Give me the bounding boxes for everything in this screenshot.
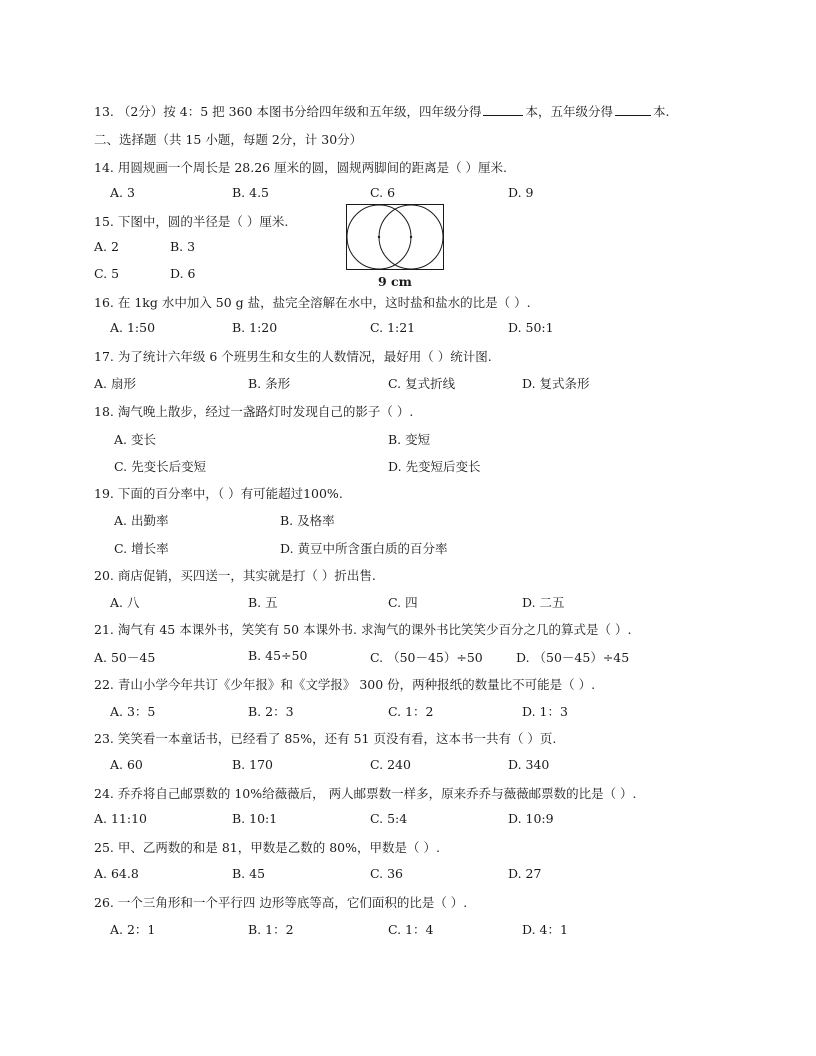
q24-option-d: D. 10:9 [508,811,554,826]
q23-option-a: A. 60 [110,757,143,772]
question-16-stem: 16. 在 1kg 水中加入 50 g 盐，盐完全溶解在水中，这时盐和盐水的比是（ ）. [94,295,531,310]
q20-option-d: D. 二五 [522,595,565,610]
question-19-stem: 19. 下面的百分率中，（ ）有可能超过100%. [94,486,343,501]
q13-blank-1 [483,103,523,116]
q18-option-c: C. 先变长后变短 [114,459,207,474]
q13-text-post: 本. [652,104,670,119]
section-title: 二、选择题（共 15 小题，每题 2分，计 30分） [94,132,363,147]
q26-option-c: C. 1：4 [388,922,434,937]
q25-option-c: C. 36 [370,866,403,881]
question-26-stem: 26. 一个三角形和一个平行四 边形等底等高，它们面积的比是（ ）. [94,895,468,910]
q21-option-c: C. （50－45）÷50 [370,650,483,665]
q14-option-c: C. 6 [370,185,396,200]
q15-option-c: C. 5 [94,266,120,281]
question-25-stem: 25. 甲、乙两数的和是 81，甲数是乙数的 80%，甲数是（ ）. [94,840,440,855]
q25-option-a: A. 64.8 [94,866,139,881]
q16-option-d: D. 50:1 [508,320,554,335]
q17-option-c: C. 复式折线 [388,376,456,391]
q14-option-d: D. 9 [508,185,534,200]
q18-option-a: A. 变长 [114,432,156,447]
q13-text-mid: 本，五年级分得 [525,104,613,119]
q15-option-a: A. 2 [94,239,119,254]
q17-option-a: A. 扇形 [94,376,136,391]
q19-option-c: C. 增长率 [114,541,169,556]
q15-option-d: D. 6 [170,266,196,281]
question-13 [94,102,669,120]
question-15-stem: 15. 下图中，圆的半径是（ ）厘米. [94,214,289,229]
q24-option-a: A. 11:10 [94,811,147,826]
q19-option-a: A. 出勤率 [114,513,169,528]
q19-option-b: B. 及格率 [280,513,335,528]
q13-text-pre: 13. （2分）按 4：5 把 360 本图书分给四年级和五年级，四年级分得 [94,104,482,119]
q13-blank-2 [615,103,651,116]
question-23-stem: 23. 笑笑看一本童话书，已经看了 85%，还有 51 页没有看，这本书一共有（ ）页. [94,731,557,746]
q16-option-c: C. 1:21 [370,320,416,335]
q25-option-d: D. 27 [508,866,542,881]
q14-option-b: B. 4.5 [232,185,270,200]
circles-in-rectangle-figure [346,204,444,270]
question-20-stem: 20. 商店促销，买四送一，其实就是打（ ）折出售. [94,568,376,583]
q21-option-a: A. 50－45 [94,650,156,665]
q25-option-b: B. 45 [232,866,266,881]
question-22-stem: 22. 青山小学今年共订《少年报》和《文学报》 300 份，两种报纸的数量比不可能是（ ）. [94,677,596,692]
q23-option-b: B. 170 [232,757,273,772]
question-24-stem: 24. 乔乔将自己邮票数的 10%给薇薇后， 两人邮票数一样多，原来乔乔与薇薇邮票数的比是（ ）. [94,786,637,801]
q22-option-d: D. 1：3 [522,704,568,719]
q21-option-b: B. 45÷50 [248,648,308,663]
q16-option-b: B. 1:20 [232,320,278,335]
q26-option-b: B. 1：2 [248,922,294,937]
q26-option-a: A. 2：1 [110,922,156,937]
q16-option-a: A. 1:50 [110,320,156,335]
q24-option-c: C. 5:4 [370,811,408,826]
figure-label: 9 cm [378,274,412,289]
q18-option-b: B. 变短 [388,432,431,447]
question-18-stem: 18. 淘气晚上散步，经过一盏路灯时发现自己的影子（ ）. [94,404,414,419]
figure-right-center [410,236,412,238]
q26-option-d: D. 4：1 [522,922,568,937]
q17-option-d: D. 复式条形 [522,376,590,391]
q14-option-a: A. 3 [110,185,135,200]
q22-option-b: B. 2：3 [248,704,294,719]
q24-option-b: B. 10:1 [232,811,278,826]
q20-option-a: A. 八 [110,595,140,610]
question-21-stem: 21. 淘气有 45 本课外书，笑笑有 50 本课外书. 求淘气的课外书比笑笑少百分之几的算式是（ ）. [94,622,632,637]
q23-option-d: D. 340 [508,757,550,772]
question-17-stem: 17. 为了统计六年级 6 个班男生和女生的人数情况，最好用（ ）统计图. [94,349,492,364]
q22-option-a: A. 3：5 [110,704,156,719]
q23-option-c: C. 240 [370,757,411,772]
figure-left-center [378,236,380,238]
q21-option-d: D. （50－45）÷45 [516,650,630,665]
q18-option-d: D. 先变短后变长 [388,459,481,474]
q20-option-c: C. 四 [388,595,418,610]
q22-option-c: C. 1：2 [388,704,434,719]
figure-rectangle [347,205,444,270]
question-14-stem: 14. 用圆规画一个周长是 28.26 厘米的圆，圆规两脚间的距离是（ ）厘米. [94,160,508,175]
q17-option-b: B. 条形 [248,376,291,391]
q15-option-b: B. 3 [170,239,196,254]
q20-option-b: B. 五 [248,595,278,610]
q19-option-d: D. 黄豆中所含蛋白质的百分率 [280,541,448,556]
